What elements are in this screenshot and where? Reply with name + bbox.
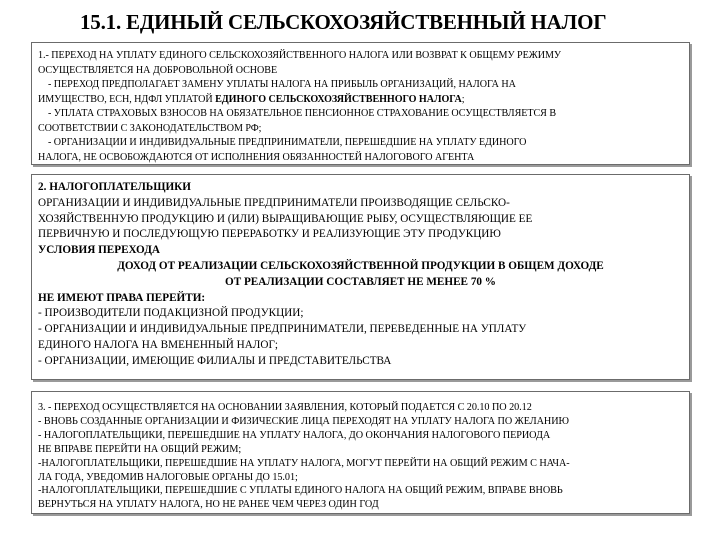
text-line: -НАЛОГОПЛАТЕЛЬЩИКИ, ПЕРЕШЕДШИЕ НА УПЛАТУ НАЛОГА, МОГУТ ПЕРЕЙТИ НА ОБЩИЙ РЕЖИМ С НАЧА- [38,457,570,469]
section-heading: 2. НАЛОГОПЛАТЕЛЬЩИКИ [38,181,191,193]
text-line: - ОРГАНИЗАЦИИ И ИНДИВИДУАЛЬНЫЕ ПРЕДПРИНИМАТЕЛИ, ПЕРЕВЕДЕННЫЕ НА УПЛАТУ [38,323,527,336]
text-line: ОСУЩЕСТВЛЯЕТСЯ НА ДОБРОВОЛЬНОЙ ОСНОВЕ [38,64,278,76]
text-line: ХОЗЯЙСТВЕННУЮ ПРОДУКЦИЮ И (ИЛИ) ВЫРАЩИВАЮЩИЕ РЫБУ, ОСУЩЕСТВЛЯЮЩИЕ ЕЕ [38,212,533,225]
text-line: ОРГАНИЗАЦИИ И ИНДИВИДУАЛЬНЫЕ ПРЕДПРИНИМАТЕЛИ ПРОИЗВОДЯЩИЕ СЕЛЬСКО- [38,196,510,209]
text-line [38,93,683,108]
text-line: - ВНОВЬ СОЗДАННЫЕ ОРГАНИЗАЦИИ И ФИЗИЧЕСКИЕ ЛИЦА ПЕРЕХОДЯТ НА УПЛАТУ НАЛОГА ПО ЖЕЛАНИЮ [38,415,569,427]
text-line: ВЕРНУТЬСЯ НА УПЛАТУ НАЛОГА, НО НЕ РАНЕЕ ЧЕМ ЧЕРЕЗ ОДИН ГОД [38,499,379,511]
text-line: ПЕРВИЧНУЮ И ПОСЛЕДУЮЩУЮ ПЕРЕРАБОТКУ И РЕАЛИЗУЮЩИЕ ЭТУ ПРОДУКЦИЮ [38,228,501,241]
text-line: ЕДИНОГО НАЛОГА НА ВМЕНЕННЫЙ НАЛОГ; [38,338,279,351]
text-line: ЛА ГОДА, УВЕДОМИВ НАЛОГОВЫЕ ОРГАНЫ ДО 15.01; [38,471,298,483]
text-line: - УПЛАТА СТРАХОВЫХ ВЗНОСОВ НА ОБЯЗАТЕЛЬНОЕ ПЕНСИОННОЕ СТРАХОВАНИЕ ОСУЩЕСТВЛЯЕТСЯ В [48,108,557,119]
text-line: - ОРГАНИЗАЦИИ И ИНДИВИДУАЛЬНЫЕ ПРЕДПРИНИМАТЕЛИ, ПЕРЕШЕДШИЕ НА УПЛАТУ ЕДИНОГО [48,137,527,148]
text-fragment: ; [461,93,465,105]
conditions-heading: УСЛОВИЯ ПЕРЕХОДА [38,244,160,257]
text-line: НЕ ВПРАВЕ ПЕРЕЙТИ НА ОБЩИЙ РЕЖИМ; [38,443,242,455]
condition-text: ДОХОД ОТ РЕАЛИЗАЦИИ СЕЛЬСКОХОЗЯЙСТВЕННОЙ ПРОДУКЦИИ В ОБЩЕМ ДОХОДЕ [117,259,604,272]
text-line: - ОРГАНИЗАЦИИ, ИМЕЮЩИЕ ФИЛИАЛЫ И ПРЕДСТАВИТЕЛЬСТВА [38,354,392,367]
restrictions-heading: НЕ ИМЕЮТ ПРАВА ПЕРЕЙТИ: [38,291,206,304]
page-title: 15.1. ЕДИНЫЙ СЕЛЬСКОХОЗЯЙСТВЕННЫЙ НАЛОГ [80,10,607,34]
text-line: - ПРОИЗВОДИТЕЛИ ПОДАКЦИЗНОЙ ПРОДУКЦИИ; [38,307,304,320]
text-line: НАЛОГА, НЕ ОСВОБОЖДАЮТСЯ ОТ ИСПОЛНЕНИЯ ОБЯЗАННОСТЕЙ НАЛОГОВОГО АГЕНТА [38,151,475,163]
text-line: 3. - ПЕРЕХОД ОСУЩЕСТВЛЯЕТСЯ НА ОСНОВАНИИ ЗАЯВЛЕНИЯ, КОТОРЫЙ ПОДАЕТСЯ С 20.10 ПО 20.12 [38,402,532,413]
section-transition-procedure [31,391,690,514]
text-fragment: ИМУЩЕСТВО, ЕСН, НДФЛ УПЛАТОЙ [38,93,213,105]
text-line: 1.- ПЕРЕХОД НА УПЛАТУ ЕДИНОГО СЕЛЬСКОХОЗЯЙСТВЕННОГО НАЛОГА ИЛИ ВОЗВРАТ К ОБЩЕМУ РЕЖИМУ [38,50,561,61]
emphasis-text: ЕДИНОГО СЕЛЬСКОХОЗЯЙСТВЕННОГО НАЛОГА [215,93,462,105]
condition-text: ОТ РЕАЛИЗАЦИИ СОСТАВЛЯЕТ НЕ МЕНЕЕ 70 % [225,275,496,288]
text-line: - НАЛОГОПЛАТЕЛЬЩИКИ, ПЕРЕШЕДШИЕ НА УПЛАТУ НАЛОГА, ДО ОКОНЧАНИЯ НАЛОГОВОГО ПЕРИОДА [38,429,551,441]
section-taxpayers [31,174,690,380]
section-voluntary-transition [31,42,690,165]
text-line: - ПЕРЕХОД ПРЕДПОЛАГАЕТ ЗАМЕНУ УПЛАТЫ НАЛОГА НА ПРИБЫЛЬ ОРГАНИЗАЦИЙ, НАЛОГА НА [48,79,516,90]
text-line: СООТВЕТСТВИИ С ЗАКОНОДАТЕЛЬСТВОМ РФ; [38,122,262,134]
text-line: -НАЛОГОПЛАТЕЛЬЩИКИ, ПЕРЕШЕДШИЕ С УПЛАТЫ ЕДИНОГО НАЛОГА НА ОБЩИЙ РЕЖИМ, ВПРАВЕ ВНОВЬ [38,485,563,497]
